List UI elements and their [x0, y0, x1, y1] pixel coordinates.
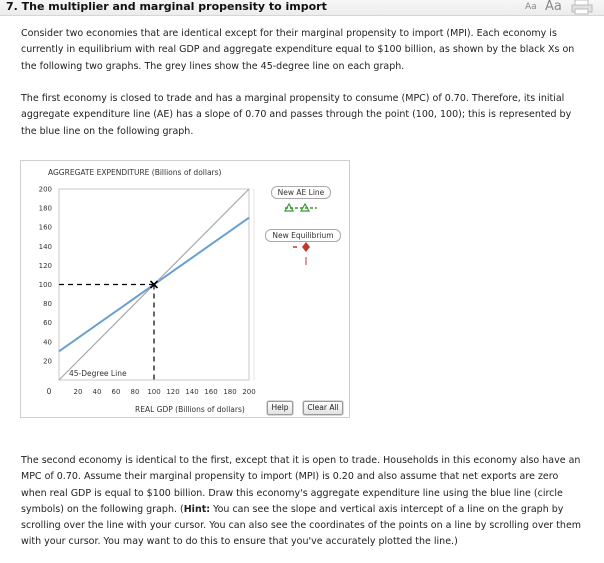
new-equilibrium-tool-icon[interactable] [293, 242, 310, 265]
x-tick-label: 180 [223, 388, 237, 396]
x-tick-label: 20 [73, 388, 83, 396]
help-button[interactable]: Help [267, 401, 293, 415]
intro-paragraph: Consider two economies that are identical except for their marginal propensity to import (MPI). Each economy is currently in equilibrium with real GDP and aggregate expenditure equal to $100 billion, as shown by the black Xs on the following two graphs. The grey lines show the 45-degree line on each graph. [21, 28, 575, 72]
y-tick-label: 120 [38, 261, 52, 270]
y-tick-label: 80 [43, 300, 52, 309]
closed-economy-paragraph: The first economy is closed to trade and has a marginal propensity to consume (MPC) of 0.70. Therefore, its initial aggregate expenditure line (AE) has a slope of 0.70 and passes through the point (100, 100); this is represented by the blue line on the following graph. [21, 93, 572, 137]
x-tick-label: 140 [185, 388, 199, 396]
print-icon[interactable] [571, 0, 593, 15]
font-size-large-button[interactable]: Aa [545, 0, 562, 14]
new-equilibrium-tool[interactable]: New Equilibrium [265, 229, 341, 242]
open-economy-paragraph [21, 453, 586, 551]
x-tick-label: 200 [242, 388, 256, 396]
y-tick-label: 200 [38, 185, 52, 194]
new-ae-line-tool-icon[interactable] [285, 204, 317, 211]
question-title: 7. The multiplier and marginal propensity to import [6, 0, 327, 13]
y-tick-label: 60 [43, 319, 52, 328]
y-tick-label: 20 [43, 357, 52, 366]
ae-chart[interactable] [21, 161, 349, 417]
x-tick-label: 120 [166, 388, 180, 396]
y-tick-label: 160 [38, 223, 52, 232]
x-tick-label: 80 [130, 388, 140, 396]
y-tick-label: 140 [38, 242, 52, 251]
y-tick-label: 40 [43, 338, 52, 347]
hint-label: Hint: [183, 503, 211, 515]
question-header [0, 0, 604, 16]
x-tick-label: 60 [111, 388, 121, 396]
x-tick-label: 160 [204, 388, 218, 396]
x-tick-label: 100 [147, 388, 161, 396]
clear-all-button[interactable]: Clear All [303, 401, 343, 415]
x-tick-label: 40 [92, 388, 102, 396]
font-size-small-button[interactable]: Aa [525, 2, 537, 12]
degree-line-label: 45-Degree Line [69, 369, 127, 378]
open-economy-text-2: You can see the slope and vertical axis intercept of a line on the graph by scrolling over the line with your cursor. You can also see the coordinates of the points on a line by scrolling over them with your cursor. You may want to do this to ensure that you've accurately plotted the line.) [21, 503, 582, 548]
new-ae-line-tool[interactable]: New AE Line [271, 186, 331, 199]
y-tick-label: 100 [38, 281, 52, 289]
origin-label: 0 [46, 387, 52, 396]
y-tick-label: 180 [38, 204, 52, 213]
open-economy-text-1: The second economy is identical to the first, except that it is open to trade. Households in this economy also have an MPC of 0.70. Assume their marginal propensity to import (MPI) is 0.20 and also assume that net exports are zero when real GDP is equal to $100 billion. Draw this economy's aggregate expenditure line using the blue line (circle symbols) on the following graph. ( [21, 455, 581, 515]
chart-title: AGGREGATE EXPENDITURE (Billions of dollars) [48, 168, 222, 177]
x-axis-label: REAL GDP (Billions of dollars) [135, 405, 245, 414]
graph-panel [20, 160, 350, 418]
